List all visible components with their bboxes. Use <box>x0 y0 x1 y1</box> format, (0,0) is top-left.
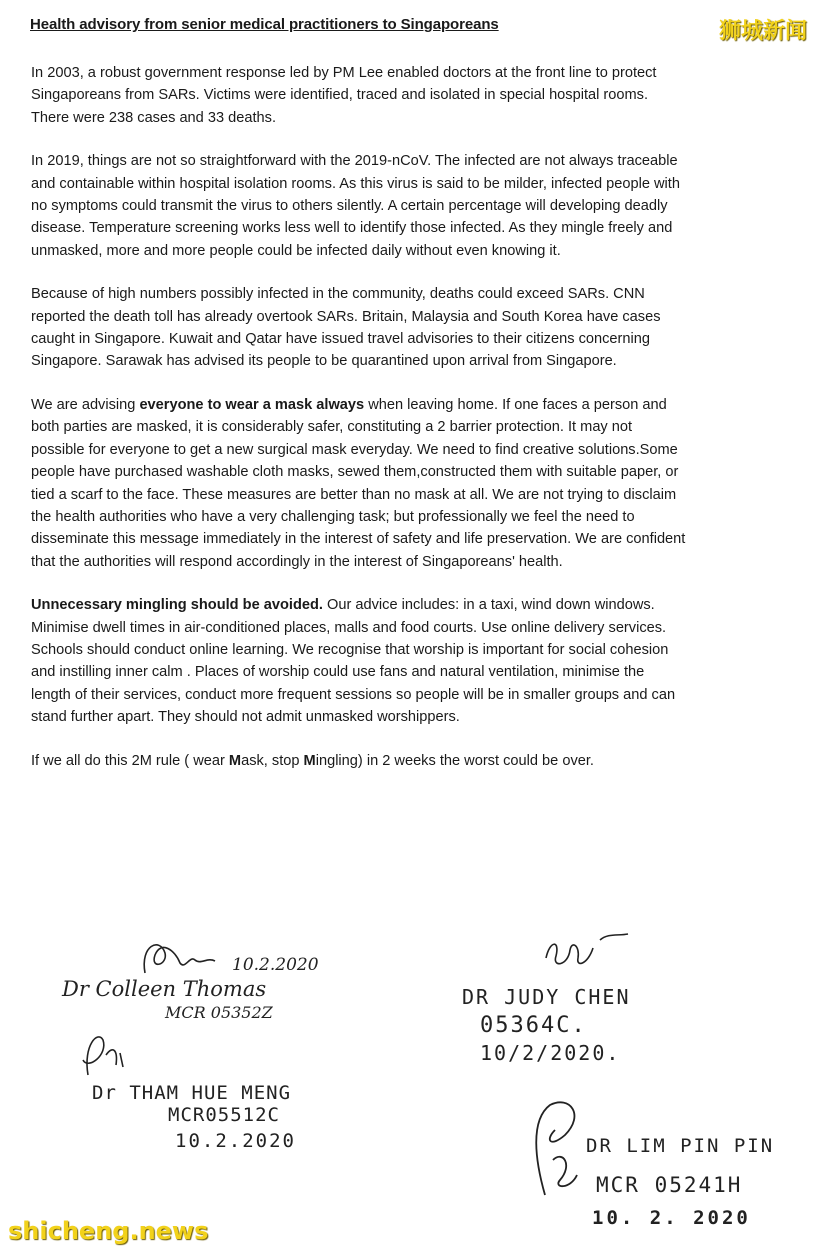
paragraph-3: Because of high numbers possibly infected in the community, deaths could exceed SARs. CNN reported the death toll has already overtook SARs. Britain, Malaysia and South Korea have cases caught in Singapore. Kuwait and Qatar have issued travel advisories to their citizens concerning Singapore. Sarawak has advised its people to be quarantined upon arrival from Singapore. <box>31 286 661 370</box>
paragraph-5 <box>31 594 686 728</box>
p6-a: If we all do this 2M rule ( wear <box>31 752 229 769</box>
signature-name-lim: DR LIM PIN PIN <box>586 1135 775 1157</box>
p6-d: M <box>303 752 316 769</box>
signature-date-lim: 10. 2. 2020 <box>592 1207 751 1229</box>
advisory-body <box>31 62 686 793</box>
signature-scribble-chen <box>538 928 648 973</box>
watermark-bottom: shicheng.news <box>8 1217 209 1245</box>
signature-mcr-chen: 05364C. <box>480 1013 587 1038</box>
signature-date-thomas: 10.2.2020 <box>232 955 319 975</box>
signature-date-chen: 10/2/2020. <box>480 1041 621 1065</box>
p4-pre: We are advising <box>31 396 140 413</box>
p5-post: Our advice includes: in a taxi, wind down windows. Minimise dwell times in air-conditioned places, malls and food courts. Use online delivery services. Schools should conduct online learning. We recognise that worship is important for social cohesion and instilling inner calm . Places of worship could use fans and natural ventilation, minimise the length of their services, conduct more frequent sessions so people will be in smaller groups and can stand further apart. They should not admit unmasked worshippers. <box>31 597 676 726</box>
p4-bold: everyone to wear a mask always <box>139 396 365 413</box>
p6-b: M <box>228 752 242 769</box>
paragraph-6 <box>31 750 686 772</box>
p6-e: ingling) in 2 weeks the worst could be over. <box>315 752 594 769</box>
watermark-top: 狮城新闻 <box>718 19 807 44</box>
p5-bold: Unnecessary mingling should be avoided. <box>31 597 323 614</box>
document-title: Health advisory from senior medical practitioners to Singaporeans <box>30 16 499 33</box>
signature-scribble-thomas <box>135 935 245 980</box>
paragraph-4 <box>31 394 686 573</box>
signature-mcr-lim: MCR 05241H <box>596 1173 743 1197</box>
signature-name-chen: DR JUDY CHEN <box>462 985 631 1009</box>
signature-mcr-tham: MCR05512C <box>168 1104 280 1126</box>
signature-date-tham: 10.2.2020 <box>175 1130 296 1152</box>
signature-mcr-thomas: MCR 05352Z <box>165 1003 273 1022</box>
paragraph-1: In 2003, a robust government response led by PM Lee enabled doctors at the front line to protect Singaporeans from SARs. Victims were identified, traced and isolated in special hospital rooms. There were 238 cases and 33 deaths. <box>31 65 657 126</box>
signature-name-tham: Dr THAM HUE MENG <box>92 1082 292 1104</box>
paragraph-2: In 2019, things are not so straightforward with the 2019-nCoV. The infected are not always traceable and containable within hospital isolation rooms. As this virus is said to be milder, infected people with no symptoms could transmit the virus to others silently. A certain percentage will developing deadly disease. Temperature screening works less well to identify those infected. As they mingle freely and unmasked, more and more people could be infected daily without even knowing it. <box>31 153 680 259</box>
signature-scribble-tham <box>68 1025 138 1080</box>
p6-c: ask, stop <box>241 752 304 769</box>
p4-post: when leaving home. If one faces a person and both parties are masked, it is considerably safer, constituting a 2 barrier protection. It may not possible for everyone to get a new surgical mask everyday. We need to find creative solutions.Some people have purchased washable cloth masks, sewed them,constructed them with suitable paper, or tied a scarf to the face. These measures are better than no mask at all. We are not trying to disclaim the health authorities who have a very challenging task; but professionally we feel the need to disseminate this message immediately in the interest of safety and life preservation. We are confident that the authorities will respond accordingly in the interest of Singaporeans' health. <box>31 396 686 570</box>
signature-name-thomas: Dr Colleen Thomas <box>62 977 267 1001</box>
